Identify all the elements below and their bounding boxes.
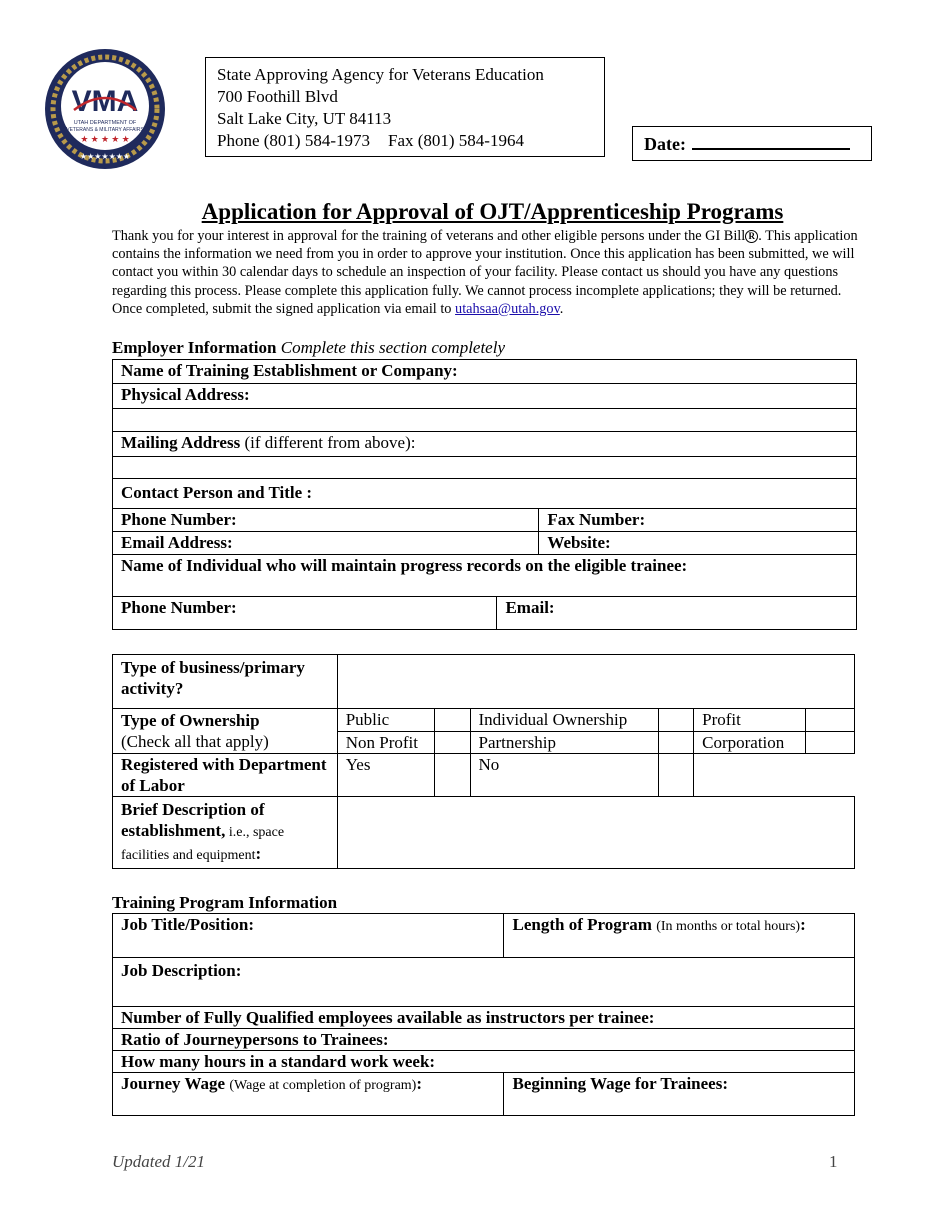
job-title-field[interactable]: Job Title/Position: [113,914,504,958]
option-public: Public [337,709,434,732]
program-length-field[interactable] [504,914,855,958]
agency-address-box [205,57,605,157]
contact-person-field[interactable]: Contact Person and Title : [113,479,857,509]
description-label-cell [113,797,338,869]
checkbox-yes[interactable] [434,754,470,797]
agency-phone-fax [217,130,593,152]
date-input-line[interactable] [692,133,850,150]
option-profit: Profit [694,709,806,732]
fax-number-field[interactable]: Fax Number: [539,509,857,532]
records-phone-field[interactable]: Phone Number: [113,597,497,630]
mailing-address-line-2[interactable] [113,457,857,479]
intro-paragraph [112,227,872,318]
company-name-field[interactable]: Name of Training Establishment or Company: [113,360,857,384]
business-info-table [112,654,855,869]
agency-name: State Approving Agency for Veterans Education [217,65,544,84]
updated-date: Updated 1/21 [112,1152,206,1171]
job-description-field[interactable]: Job Description: [113,958,855,1007]
journey-wage-field[interactable] [113,1073,504,1116]
registered-mark-icon: R [745,230,758,243]
checkbox-corporation[interactable] [806,732,855,754]
page-title: Application for Approval of OJT/Apprenticeship Programs [201,199,784,224]
dol-registered-label: Registered with Department of Labor [113,754,338,797]
training-info-table [112,913,855,1116]
description-colon: : [255,844,262,863]
records-email-field[interactable]: Email: [497,597,857,630]
agency-city: Salt Lake City, UT 84113 [217,109,392,128]
ratio-field[interactable]: Ratio of Journeypersons to Trainees: [113,1029,855,1051]
date-box [632,126,872,161]
description-label: Brief Description of establishment, [121,800,265,840]
employer-info-table [112,359,857,630]
seal-letters: VMA [71,85,139,118]
vma-seal-logo [44,48,166,170]
agency-street: 700 Foothill Blvd [217,87,338,106]
email-address-field[interactable]: Email Address: [113,532,539,555]
option-partnership: Partnership [470,732,659,754]
work-week-hours-field[interactable]: How many hours in a standard work week: [113,1051,855,1073]
page-number: 1 [829,1152,838,1171]
records-person-field[interactable]: Name of Individual who will maintain progress records on the eligible trainee: [113,555,857,597]
employer-heading: Employer Information [112,338,277,357]
option-individual-ownership: Individual Ownership [470,709,659,732]
intro-text-2: . This application contains the information we need from you in order to approve your institution. Once this application has been submitted, we will contact you within 30 calendar days to schedule an inspection of your facility. Please contact us should you have any questions regarding this process. Please complete this application fully. We cannot process incomplete applications; they will be returned. Once completed, submit the signed application via email to [112,228,858,317]
option-non-profit: Non Profit [337,732,434,754]
instructors-field[interactable]: Number of Fully Qualified employees available as instructors per trainee: [113,1007,855,1029]
svg-text:★★★★★★★: ★★★★★★★ [79,152,131,161]
training-section-heading: Training Program Information [112,893,338,912]
ownership-note: (Check all that apply) [121,732,269,751]
mailing-address-note: (if different from above): [244,433,416,452]
agency-phone: Phone (801) 584-1973 [217,131,370,150]
submission-email-link[interactable]: utahsaa@utah.gov [455,300,560,317]
ownership-label: Type of Ownership [121,711,260,730]
option-corporation: Corporation [694,732,806,754]
physical-address-line-2[interactable] [113,409,857,432]
phone-number-field[interactable]: Phone Number: [113,509,539,532]
svg-text:UTAH DEPARTMENT OF: UTAH DEPARTMENT OF [73,120,137,126]
program-length-label: Length of Program [512,915,652,934]
checkbox-public[interactable] [434,709,470,732]
physical-address-field[interactable]: Physical Address: [113,384,857,409]
journey-wage-label: Journey Wage [121,1074,226,1093]
employer-section-heading [112,338,505,358]
checkbox-no[interactable] [659,754,694,797]
option-yes: Yes [337,754,434,797]
checkbox-non-profit[interactable] [434,732,470,754]
option-no: No [470,754,659,797]
description-note: i.e., space facilities and equipment [121,825,285,863]
agency-fax: Fax (801) 584-1964 [387,131,524,150]
business-type-field[interactable] [337,655,854,709]
employer-subheading: Complete this section completely [280,338,505,357]
mailing-address-label: Mailing Address [121,433,241,452]
checkbox-profit[interactable] [806,709,855,732]
checkbox-partnership[interactable] [659,732,694,754]
journey-wage-colon: : [416,1074,423,1093]
mailing-address-field[interactable] [113,432,857,457]
svg-text:VETERANS & MILITARY AFFAIRS: VETERANS & MILITARY AFFAIRS [66,127,144,133]
beginning-wage-field[interactable]: Beginning Wage for Trainees: [504,1073,855,1116]
intro-text-1: Thank you for your interest in approval for the training of veterans and other eligible persons under the GI Bill [112,228,746,244]
program-length-colon: : [800,915,806,934]
checkbox-individual-ownership[interactable] [659,709,694,732]
business-type-label: Type of business/primary activity? [113,655,338,709]
website-field[interactable]: Website: [539,532,857,555]
journey-wage-note: (Wage at completion of program) [229,1078,417,1093]
description-field[interactable] [337,797,854,869]
ownership-label-cell [113,709,338,754]
svg-text:★ ★ ★ ★ ★: ★ ★ ★ ★ ★ [80,134,130,144]
program-length-note: (In months or total hours) [656,919,801,934]
empty-cell [694,754,855,797]
date-label: Date: [644,134,686,154]
intro-text-3: . [559,300,564,317]
